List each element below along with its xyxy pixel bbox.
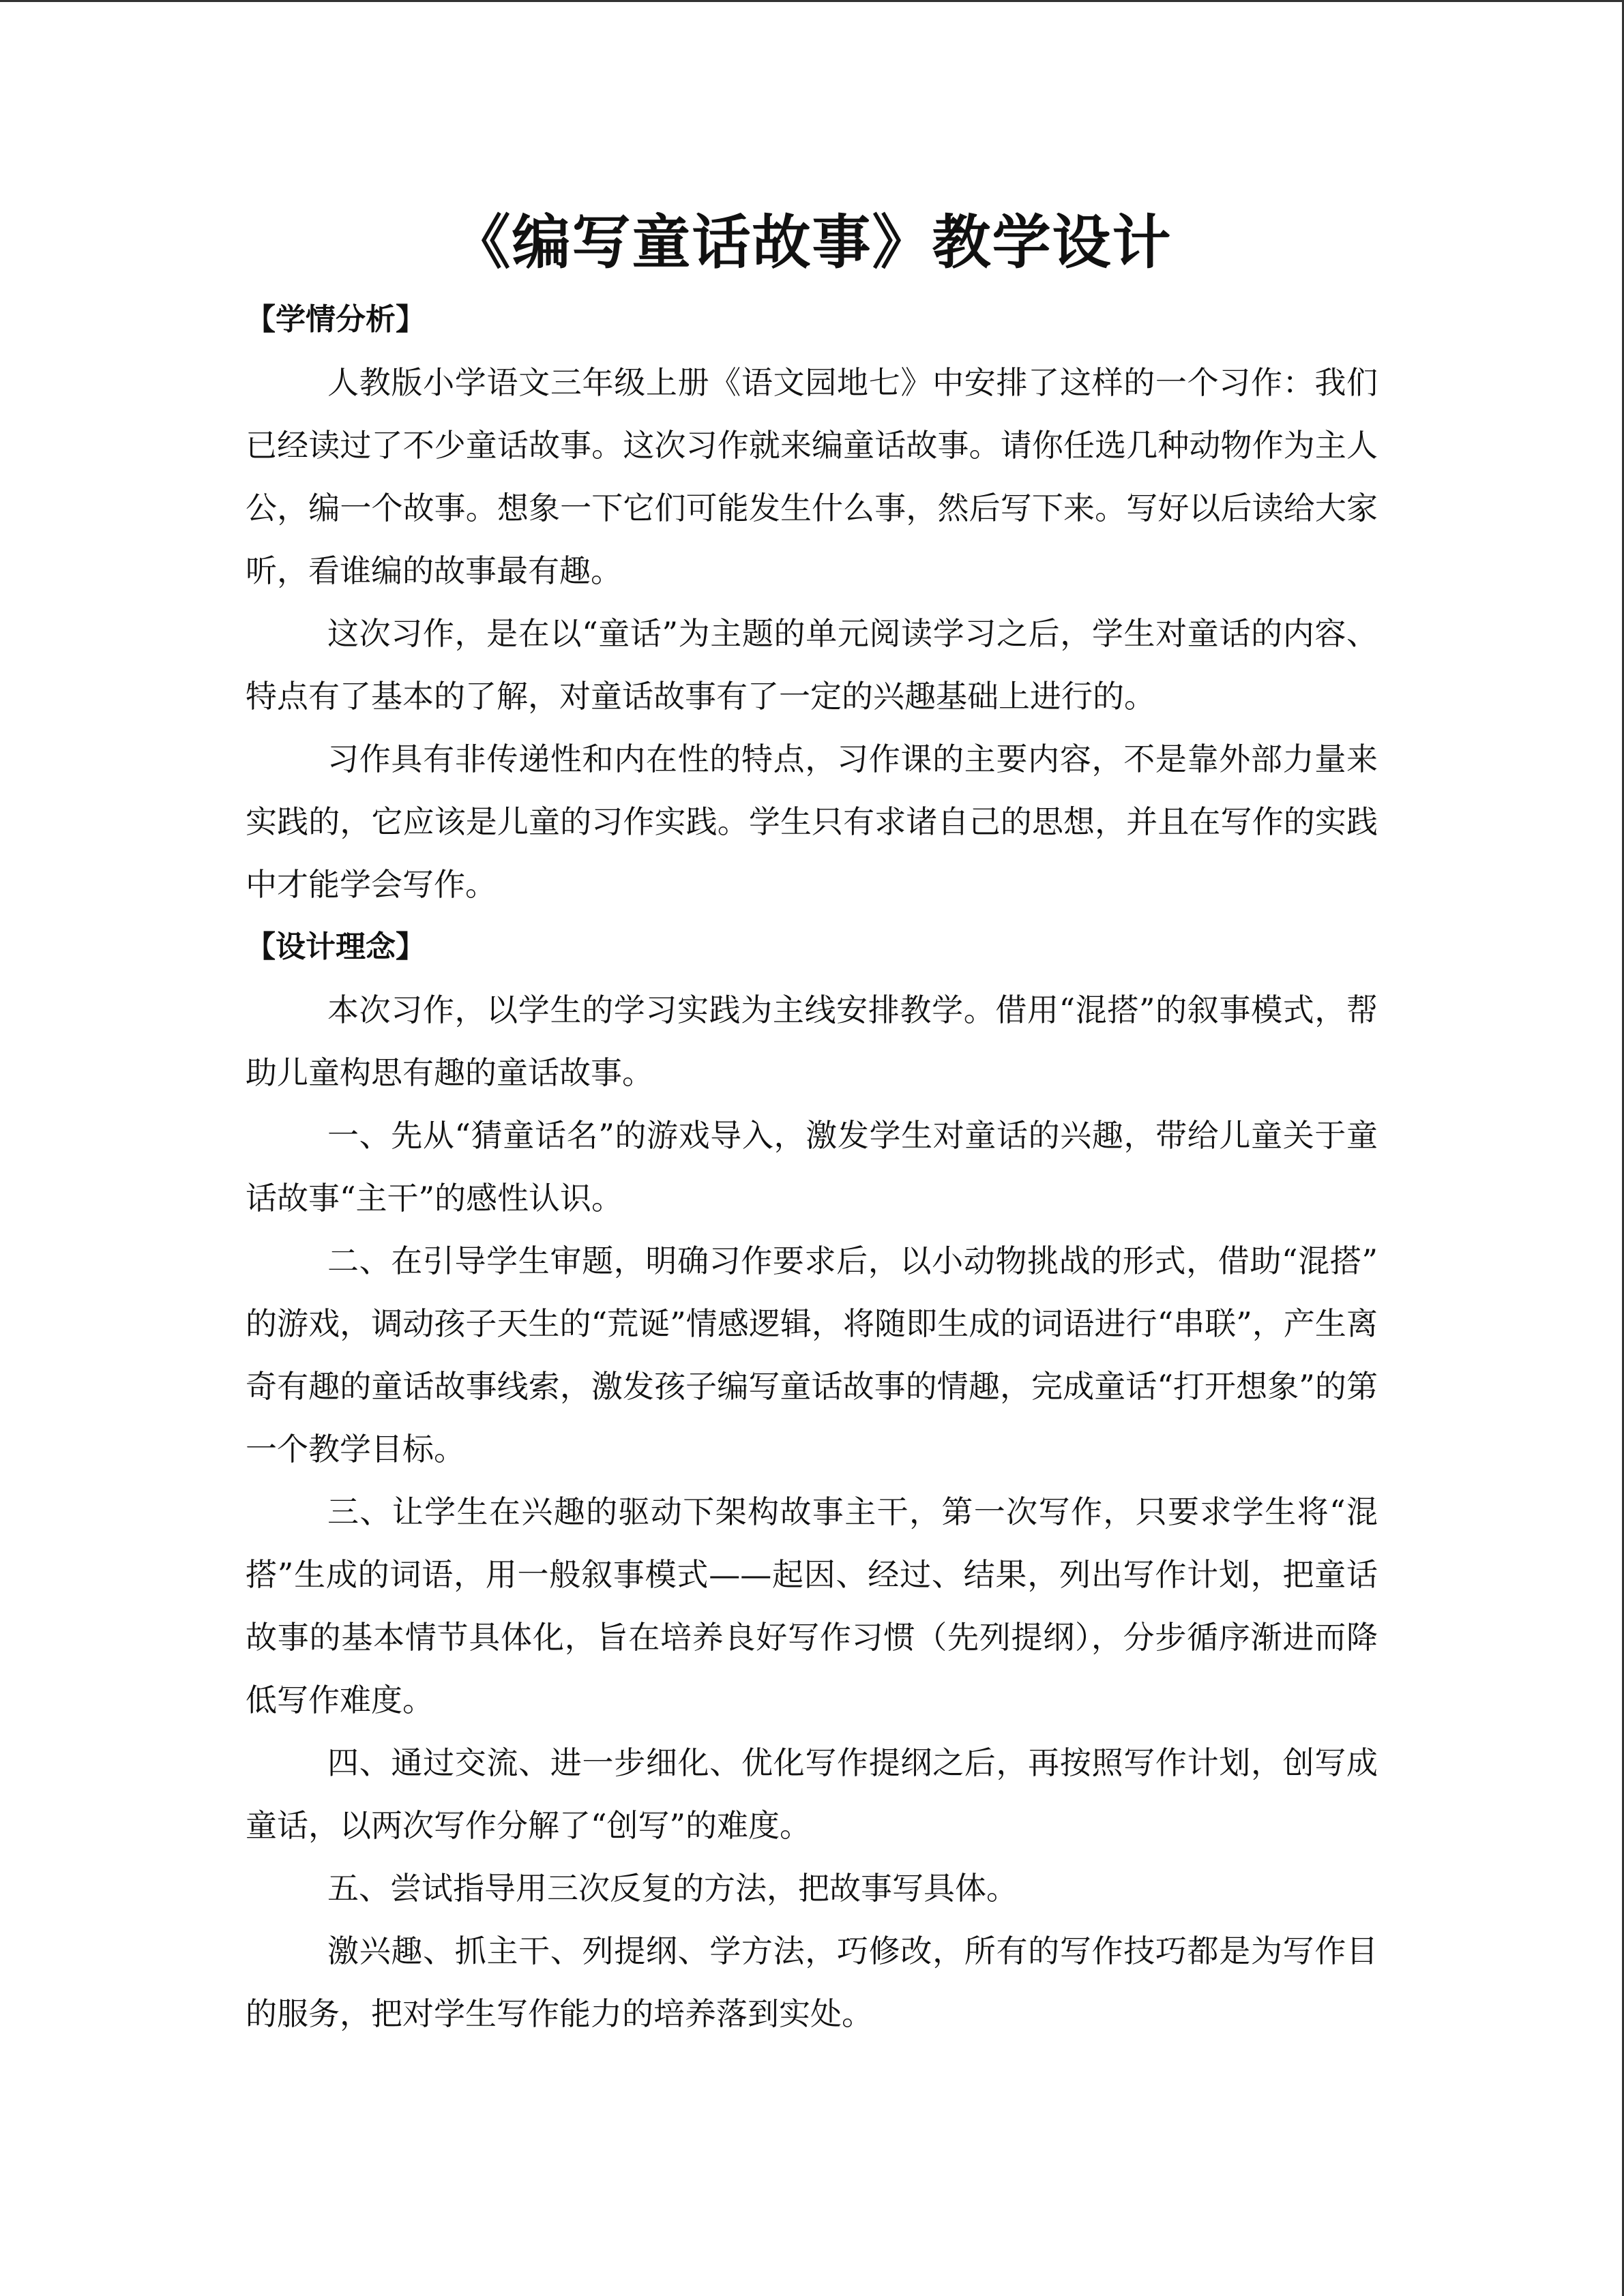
document-body bbox=[246, 288, 1378, 2045]
paragraph: 二、在引导学生审题，明确习作要求后，以小动物挑战的形式，借助“混搭” 的游戏，调动孩子天生的“荒诞”情感逻辑，将随即生成的词语进行“串联”，产生离奇有趣的童话故事线索，激发孩子编写童话故事的情趣，完成童话“打开想象”的第一个教学目标。 bbox=[246, 1242, 1378, 1467]
paragraph: 四、通过交流、进一步细化、优化写作提纲之后，再按照写作计划，创写成童话，以两次写作分解了“创写”的难度。 bbox=[246, 1744, 1378, 1844]
paragraph: 本次习作，以学生的学习实践为主线安排教学。借用“混搭”的叙事模式，帮助儿童构思有趣的童话故事。 bbox=[246, 992, 1378, 1091]
document-title: 《编写童话故事》教学设计 bbox=[452, 208, 1172, 277]
paragraph: 五、尝试指导用三次反复的方法，把故事写具体。 bbox=[327, 1870, 1018, 1907]
paragraph: 三、让学生在兴趣的驱动下架构故事主干，第一次写作，只要求学生将“混搭”生成的词语，用一般叙事模式——起因、经过、结果，列出写作计划，把童话故事的基本情节具体化，旨在培养良好写作习惯（先列提纲），分步循序渐进而降低写作难度。 bbox=[246, 1493, 1378, 1718]
section-heading-design: 【设计理念】 bbox=[246, 929, 426, 964]
paragraph: 习作具有非传递性和内在性的特点，习作课的主要内容，不是靠外部力量来实践的，它应该是儿童的习作实践。学生只有求诸自己的思想，并且在写作的实践中才能学会写作。 bbox=[246, 741, 1378, 903]
paragraph: 这次习作，是在以“童话”为主题的单元阅读学习之后，学生对童话的内容、特点有了基本的了解，对童话故事有了一定的兴趣基础上进行的。 bbox=[246, 615, 1378, 715]
section-heading-analysis: 【学情分析】 bbox=[246, 302, 426, 337]
paragraph: 一、先从“猜童话名”的游戏导入，激发学生对童话的兴趣，带给儿童关于童话故事“主干”的感性认识。 bbox=[246, 1117, 1378, 1217]
paragraph: 人教版小学语文三年级上册《语文园地七》中安排了这样的一个习作：我们已经读过了不少童话故事。这次习作就来编童话故事。请你任选几种动物作为主人公，编一个故事。想象一下它们可能发生什么事，然后写下来。写好以后读给大家听，看谁编的故事最有趣。 bbox=[246, 364, 1378, 589]
paragraph: 激兴趣、抓主干、列提纲、学方法，巧修改，所有的写作技巧都是为写作目的服务，把对学生写作能力的培养落到实处。 bbox=[246, 1933, 1378, 2032]
